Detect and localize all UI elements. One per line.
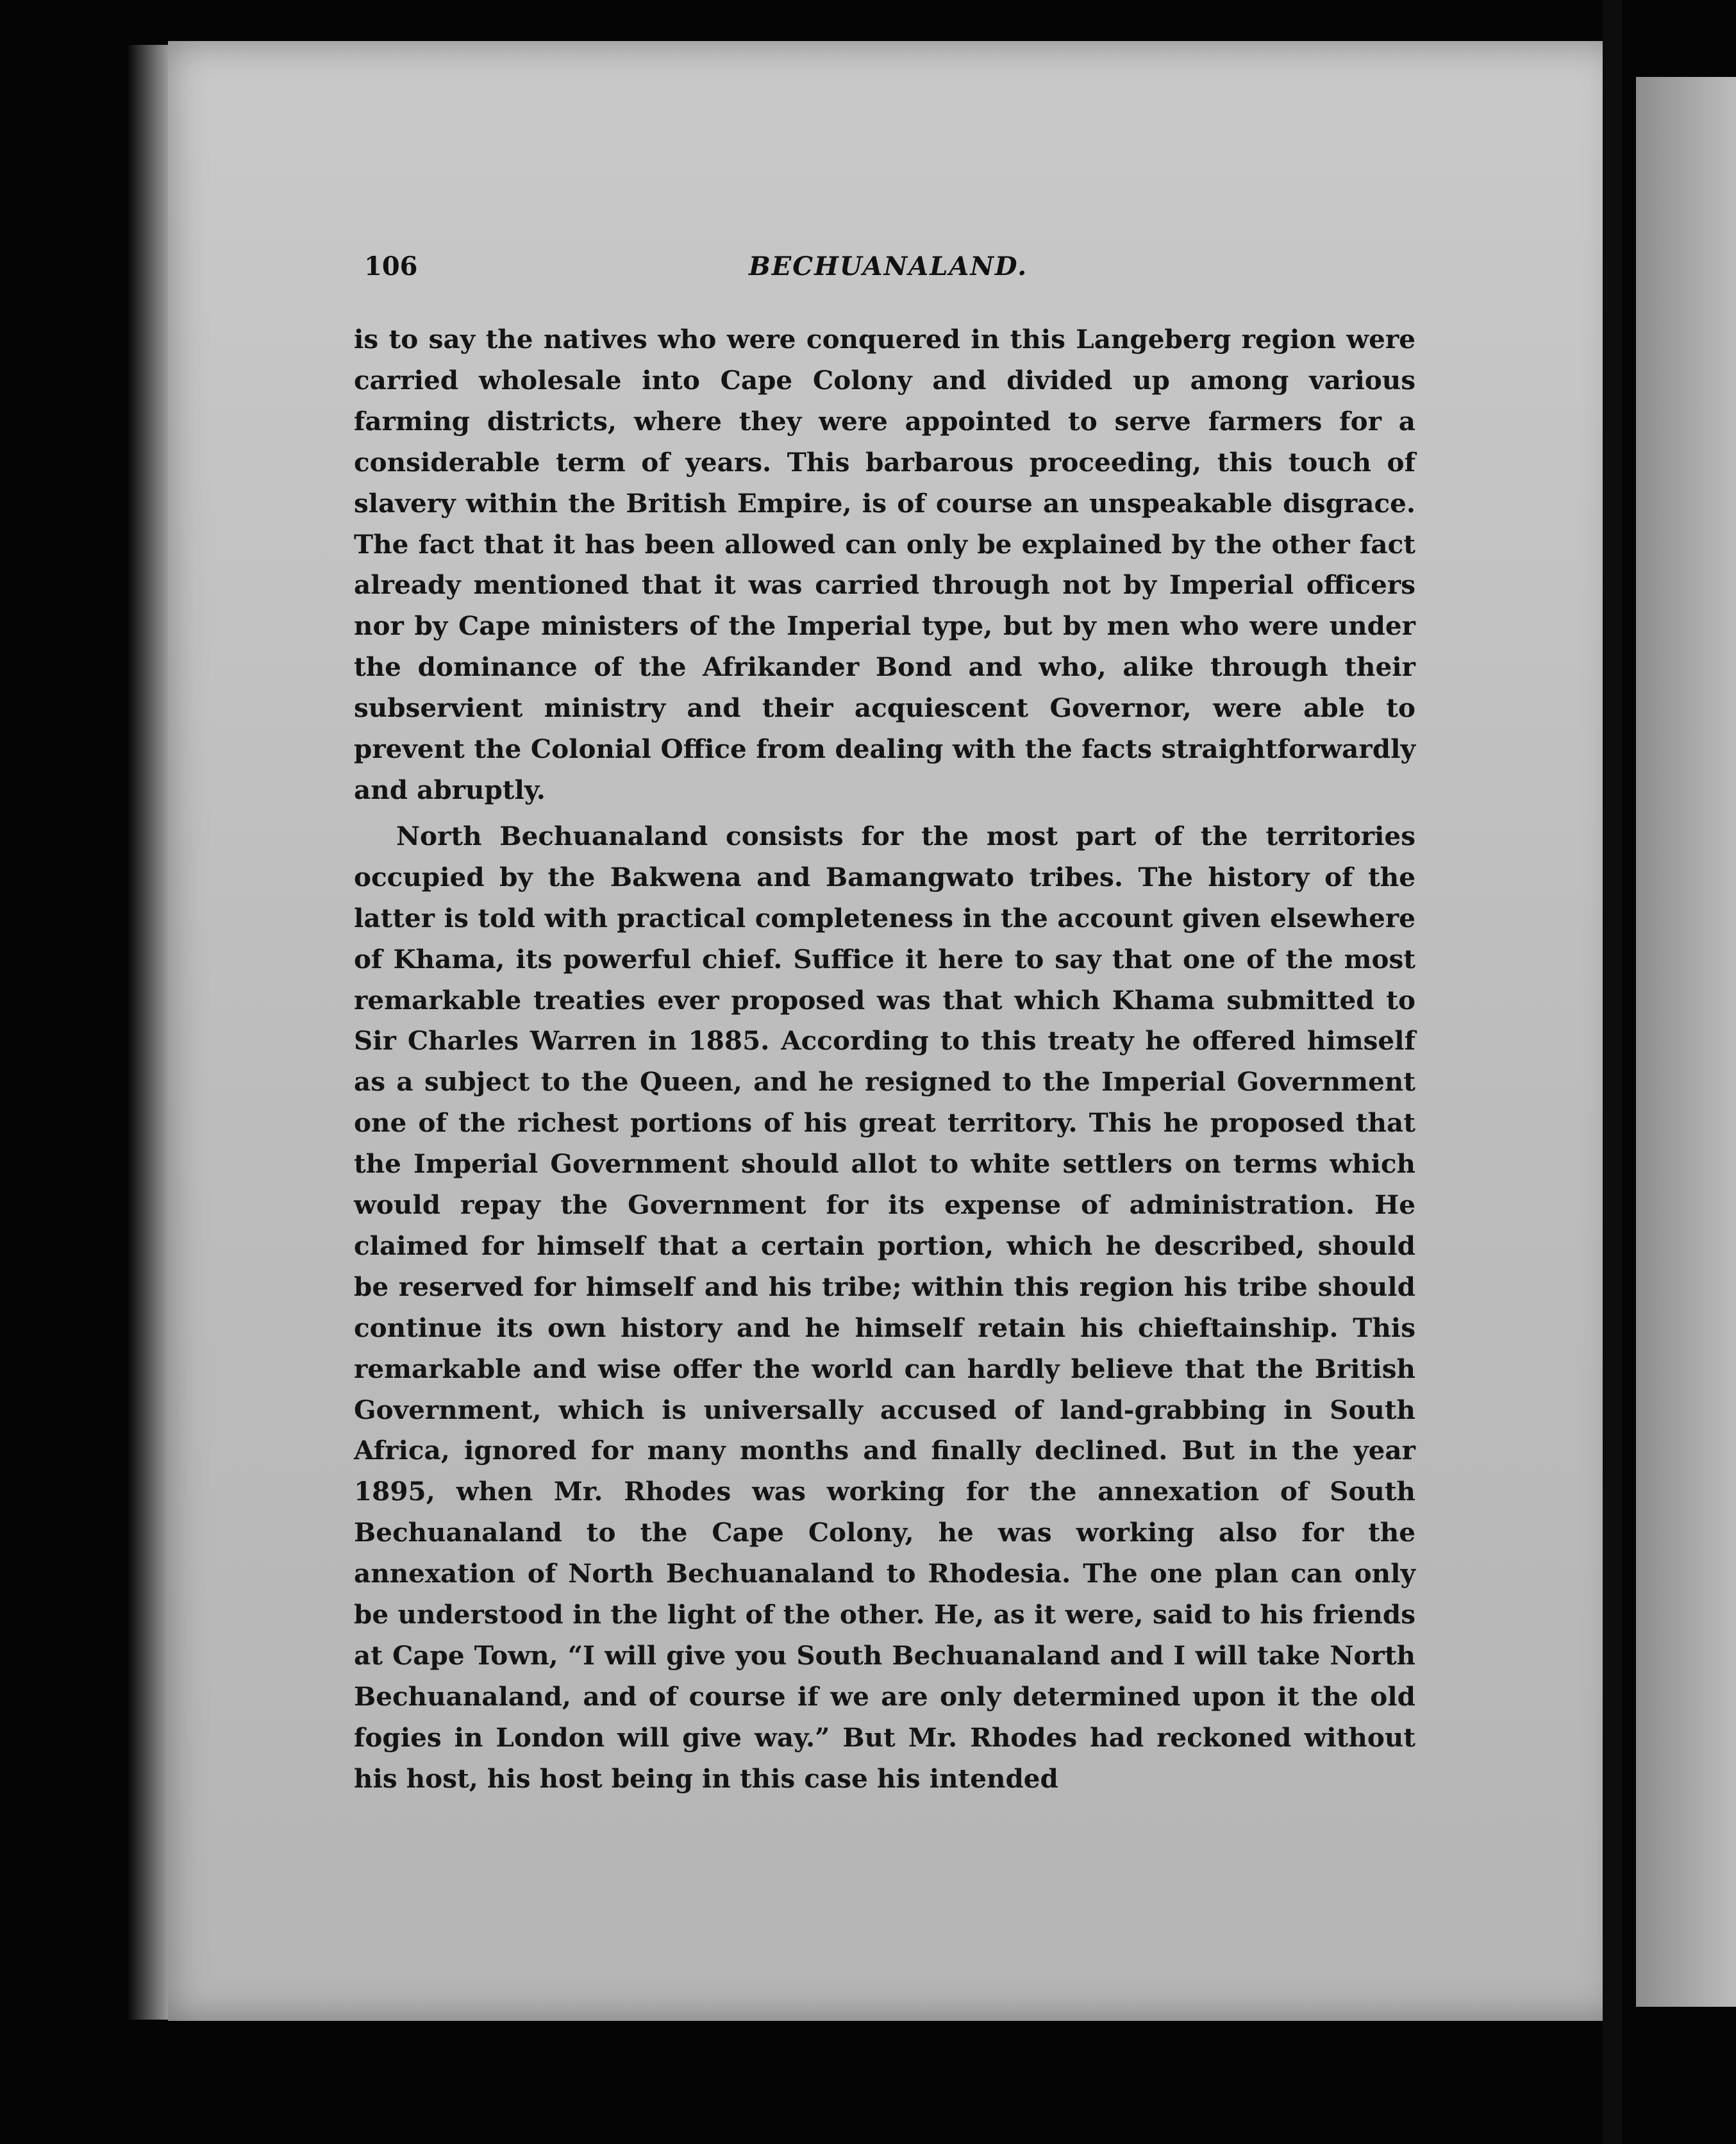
adjacent-page-edge xyxy=(1636,77,1736,2007)
book-page-edge xyxy=(128,45,168,2020)
page-number: 106 xyxy=(364,251,418,281)
paragraph: is to say the natives who were conquered in this Langeberg region were carried wholesale into Cape Colony and divided up among various farming districts, where they were appointed to serve farmers for a considerable term of years. This barbarous proceeding, this touch of slavery within the British Empire, is of course an unspeakable disgrace. The fact that it has been allowed can only be explained by the other fact already mentioned that it was carried through not by Imperial officers nor by Cape ministers of the Imperial type, but by men who were under the dominance of the Afrikander Bond and who, alike through their subservient ministry and their acquiescent Governor, were able to prevent the Colonial Office from dealing with the facts straightforwardly and abruptly. xyxy=(354,324,1415,805)
running-head: BECHUANALAND. xyxy=(749,251,1028,281)
page-header xyxy=(364,251,1428,290)
body-text xyxy=(354,319,1415,1800)
paragraph: North Bechuanaland consists for the most part of the territories occupied by the Bakwena and Bamangwato tribes. The history of the latter is told with practical completeness in the account given elsewhere of Khama, its powerful chief. Suffice it here to say that one of the most remarkable treaties ever proposed was that which Khama submitted to Sir Charles Warren in 1885. According to this treaty he offered himself as a subject to the Queen, and he resigned to the Imperial Government one of the richest portions of his great territory. This he proposed that the Imperial Government should allot to white settlers on terms which would repay the Government for its expense of administration. He claimed for himself that a certain portion, which he described, should be reserved for himself and his tribe; within this region his tribe should continue its own history and he himself retain his chieftainship. This remarkable and wise offer the world can hardly believe that the British Government, which is universally accused of land-grabbing in South Africa, ignored for many months and finally declined. But in the year 1895, when Mr. Rhodes was working for the annexation of South Bechuanaland to the Cape Colony, he was working also for the annexation of North Bechuanaland to Rhodesia. The one plan can only be understood in the light of the other. He, as it were, said to his friends at Cape Town, “I will give you South Bechuanaland and I will take North Bechuanaland, and of course if we are only determined upon it the old fogies in London will give way.” But Mr. Rhodes had reckoned without his host, his host being in this case his intended xyxy=(354,820,1415,1794)
book-spine xyxy=(1603,0,1622,2144)
